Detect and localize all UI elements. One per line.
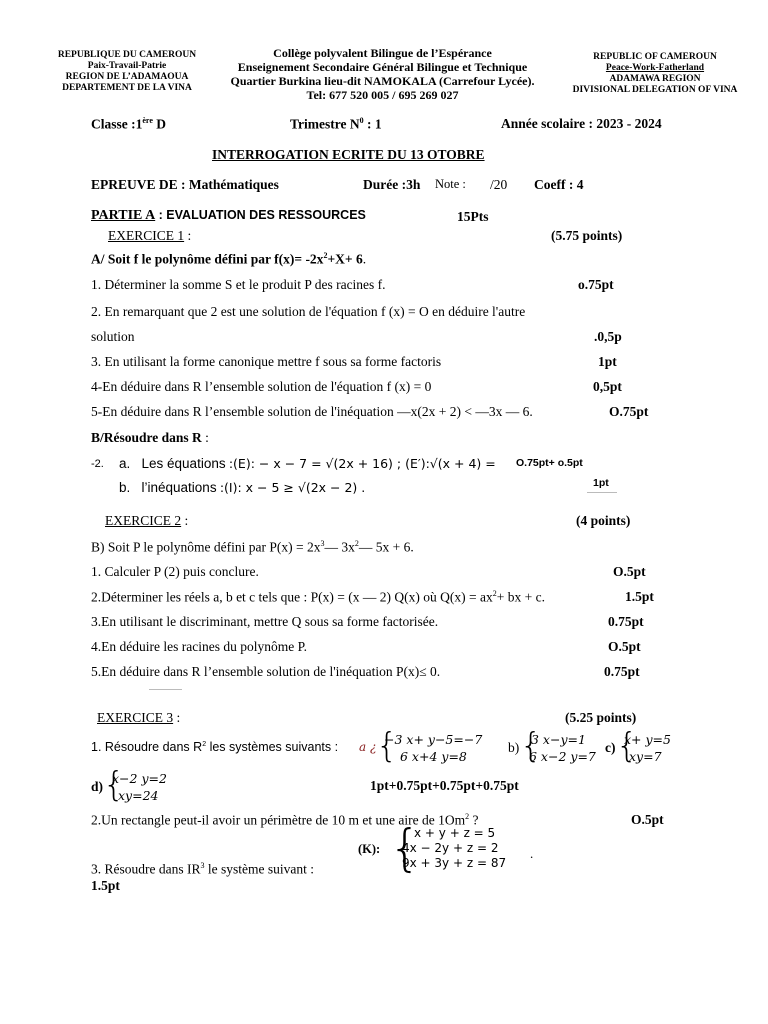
ex3-q2-a: 2.Un rectangle peut-il avoir un périmètre de 10 m et une aire de 1Om [91, 812, 466, 828]
ex3-q2-b: ? [469, 812, 479, 828]
ineq-b-text: l’inéquations [141, 480, 217, 495]
ex1-q5-points: O.75pt [609, 404, 649, 419]
ex1-b-b-points: 1pt [593, 477, 609, 489]
eq-a-math: :(E): − x − 7 = √(2x + 16) ; (E′):√(x + 4) = [228, 456, 496, 471]
duree: Durée :3h [363, 177, 421, 192]
ex3-q3-prefix: 3. Résoudre dans IR [91, 861, 201, 877]
school-phone: Tel: 677 520 005 / 695 269 027 [306, 88, 459, 102]
ex1-q3-points: 1pt [598, 354, 617, 369]
ex3-q3-suffix: le système suivant : [204, 861, 314, 877]
system-k-eq: 9x + 3y + z = 87 [402, 856, 507, 870]
ex2-q2-points: 1.5pt [625, 589, 654, 604]
ex1-b-colon: : [201, 430, 209, 445]
system-a-eq: 6 x+4 y=8 [400, 749, 467, 764]
ex1-q4: 4-En déduire dans R l’ensemble solution de l'équation f (x) = 0 [91, 379, 432, 394]
header-left-line: REGION DE L’ADAMAOUA [65, 72, 189, 82]
ex1-a-suffix: +X+ 6 [327, 251, 363, 267]
header-right-line: DIVISIONAL DELEGATION OF VINA [572, 85, 738, 95]
ex2-intro-b: — 3x [324, 539, 355, 555]
ex3-q1-suffix: les systèmes suivants : [206, 740, 339, 754]
ex2-intro-sup1: 3 [320, 539, 325, 548]
header-left-line: Paix-Travail-Patrie [87, 61, 167, 71]
system-b-eq: 3 x−y=1 [531, 732, 586, 747]
coeff: Coeff : 4 [534, 177, 584, 192]
eq-a-text: Les équations [141, 456, 226, 471]
classe-sup: ère [142, 116, 153, 125]
system-b [529, 731, 596, 765]
trimestre-sup: 0 [359, 116, 364, 125]
ex3-q3-points: 1.5pt [91, 878, 120, 893]
system-a-eq: −3 x+ y−5=−7 [384, 732, 483, 747]
note-value: /20 [490, 177, 508, 192]
partie-a-subtitle: : EVALUATION DES RESSOURCES [155, 208, 366, 222]
header-left-line: DEPARTEMENT DE LA VINA [62, 83, 192, 93]
system-k-eq: x + y + z = 5 [414, 826, 496, 840]
ex2-q4-points: O.5pt [608, 639, 641, 654]
ex2-intro-c: — 5x + 6. [358, 539, 414, 555]
system-c-eq: xy=7 [629, 749, 662, 764]
trimestre-prefix: Trimestre N [290, 116, 360, 132]
exam-title: INTERROGATION ECRITE DU 13 OTOBRE [212, 147, 485, 162]
brace-k: { [389, 819, 421, 877]
header-right-line: Peace-Work-Fatherland [605, 63, 705, 73]
ex1-q1: 1. Déterminer la somme S et le produit P des racines f. [91, 277, 386, 292]
school-type: Enseignement Secondaire Général Bilingue et Technique [237, 60, 528, 74]
exercice-3-label: EXERCICE 3 [97, 710, 174, 725]
ex1-q4-points: 0,5pt [593, 379, 622, 394]
partie-a-heading [91, 208, 366, 224]
ex2-q5: 5.En déduire dans R l’ensemble solution de l'inéquation P(x)≤ 0. [91, 664, 441, 679]
ex2-intro-sup2: 2 [354, 539, 359, 548]
ex3-q2-sup: 2 [465, 812, 470, 821]
header-left-line: REPUBLIQUE DU CAMEROUN [57, 50, 197, 60]
ex2-q4: 4.En déduire les racines du polynôme P. [91, 639, 307, 654]
ex3-q2-points: O.5pt [631, 812, 664, 827]
ex1-a-end: . [362, 251, 367, 267]
epreuve: EPREUVE DE : Mathématiques [91, 177, 279, 192]
header-left [48, 50, 206, 94]
exercice-3-points: (5.25 points) [565, 710, 637, 725]
system-c-label: c) [605, 740, 616, 755]
system-b-label: b) [508, 740, 520, 755]
system-d-label: d) [91, 779, 104, 794]
school-name: Collège polyvalent Bilingue de l’Espérance [273, 46, 492, 60]
exercice-1-colon: : [184, 228, 192, 243]
ex1-part-b [91, 430, 209, 446]
brace-a: { [376, 726, 398, 766]
ex1-b-label: B/Résoudre dans R [91, 430, 202, 445]
exercice-2-points: (4 points) [576, 513, 631, 528]
classe-prefix: Classe :1 [91, 116, 143, 132]
ex1-b-equations [119, 456, 496, 472]
ex2-q3-points: 0.75pt [608, 614, 644, 629]
ex2-q1: 1. Calculer P (2) puis conclure. [91, 564, 259, 579]
note-label: Note : [435, 177, 466, 191]
ex1-q2-points: .0,5p [594, 329, 622, 344]
exercice-2-colon: : [181, 513, 189, 528]
system-d-eq: xy=24 [118, 788, 159, 803]
annee-scolaire: Année scolaire : 2023 - 2024 [501, 116, 662, 131]
ex1-q1-points: o.75pt [578, 277, 614, 292]
ex2-q5-points: 0.75pt [604, 664, 640, 679]
exercice-1-title [108, 228, 191, 244]
ex1-part-a [91, 251, 366, 268]
brace-b: { [520, 726, 542, 766]
exercice-2-title [105, 513, 188, 529]
brace-d: { [103, 765, 125, 805]
ex2-q3: 3.En utilisant le discriminant, mettre Q sous sa forme factorisée. [91, 614, 439, 629]
ineq-b-label: b. [119, 480, 131, 495]
system-k-label: (K): [358, 842, 381, 856]
header-center [210, 46, 555, 102]
ex3-q1-prefix: 1. Résoudre dans R [91, 740, 203, 754]
ex1-a-sup: 2 [323, 251, 328, 260]
system-c-eq: x+ y=5 [624, 732, 671, 747]
classe [91, 116, 166, 133]
system-b-eq: 6 x−2 y=7 [529, 749, 596, 764]
ex2-q1-points: O.5pt [613, 564, 646, 579]
system-d-eq: x−2 y=2 [112, 771, 167, 786]
ex1-b-inequation [119, 480, 365, 496]
system-k [402, 826, 506, 871]
exercice-3-title [97, 710, 180, 726]
brace-c: { [616, 726, 638, 766]
school-address: Quartier Burkina lieu-dit NAMOKALA (Carrefour Lycée). [230, 74, 535, 88]
ex2-q2 [91, 589, 545, 606]
ex2-q2-a: 2.Déterminer les réels a, b et c tels que : P(x) = (x — 2) Q(x) où Q(x) = ax [91, 589, 493, 605]
partie-a-points: 15Pts [457, 209, 489, 224]
classe-suffix: D [152, 116, 167, 132]
ex1-b-number: -2. [91, 458, 104, 470]
header-right [560, 52, 750, 96]
ex1-a-prefix: A/ Soit f le polynôme défini par f(x)= -2x [91, 251, 324, 267]
partie-a-label: PARTIE A [91, 208, 156, 223]
ex3-q1-points: 1pt+0.75pt+0.75pt+0.75pt [370, 778, 519, 793]
ex3-q3-sup: 3 [200, 861, 205, 870]
ex2-intro [91, 539, 414, 556]
ex2-intro-a: B) Soit P le polynôme défini par P(x) = 2x [91, 539, 321, 555]
exercice-3-colon: : [173, 710, 181, 725]
ex1-b-a-points: O.75pt+ o.5pt [516, 457, 583, 469]
system-a-label: a ¿ [359, 740, 377, 754]
exercice-2-label: EXERCICE 2 [105, 513, 182, 528]
ex1-q2-line1: 2. En remarquant que 2 est une solution de l'équation f (x) = O en déduire l'autre [91, 304, 526, 319]
eq-a-label: a. [119, 456, 131, 471]
system-a [384, 731, 482, 765]
header-right-line: ADAMAWA REGION [609, 74, 701, 84]
trimestre-suffix: : 1 [363, 116, 382, 132]
ex1-q3: 3. En utilisant la forme canonique mettre f sous sa forme factoris [91, 354, 442, 369]
system-k-eq: 4x − 2y + z = 2 [402, 841, 499, 855]
ex1-q2-line2: solution [91, 329, 135, 344]
ex1-q5: 5-En déduire dans R l’ensemble solution de l'inéquation —x(2x + 2) < —3x — 6. [91, 404, 533, 419]
ineq-b-math: :(I): x − 5 ≥ √(2x − 2) . [219, 480, 366, 495]
header-right-line: REPUBLIC OF CAMEROUN [593, 52, 717, 62]
ex3-q1 [91, 740, 338, 754]
exercice-1-points: (5.75 points) [551, 228, 623, 243]
system-c [624, 731, 671, 765]
system-k-end: . [530, 846, 534, 861]
ex2-q2-b: + bx + c. [496, 589, 545, 605]
ex3-q3 [91, 861, 314, 878]
system-d [112, 770, 167, 804]
ex3-q1-sup: 2 [202, 740, 207, 748]
divider-line [587, 492, 617, 493]
ex2-q2-sup: 2 [492, 589, 497, 598]
divider-line [149, 689, 182, 690]
exercice-1-label: EXERCICE 1 [108, 228, 185, 243]
trimestre [290, 116, 382, 133]
